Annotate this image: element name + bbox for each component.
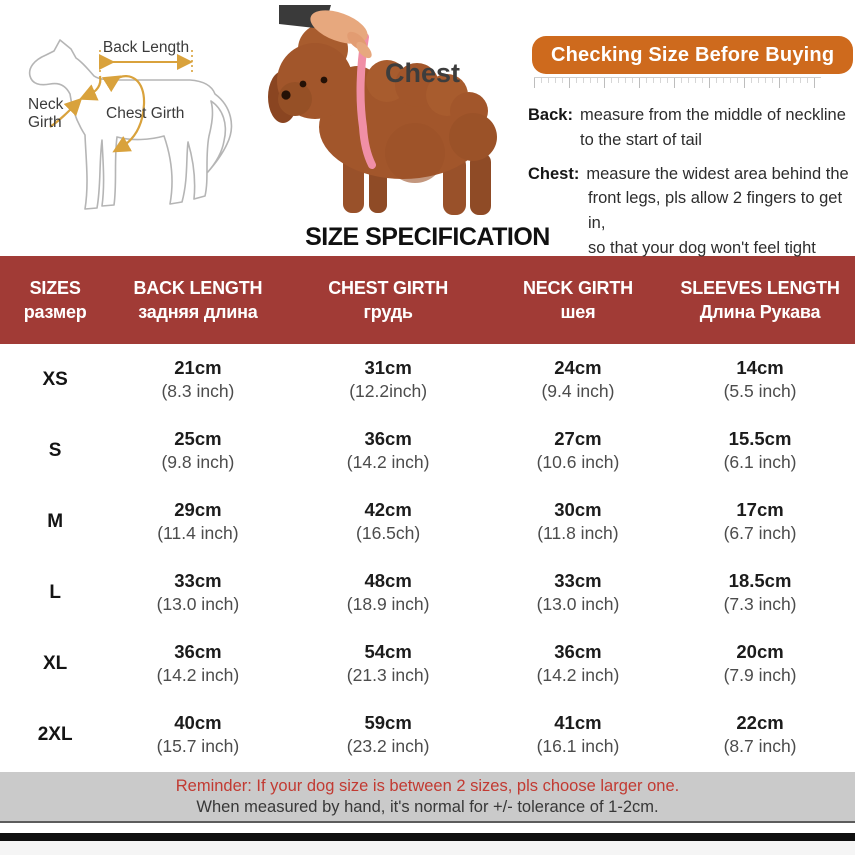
chest-instruction-line3: so that your dog won't feel tight <box>588 238 816 257</box>
table-cell <box>286 427 491 475</box>
table-header-row <box>0 256 855 344</box>
measurement-cm: 18.5cm <box>728 569 792 591</box>
table-cell <box>491 427 665 475</box>
poodle-measuring-photo <box>265 5 510 221</box>
measurement-inch: (14.2 inch) <box>346 451 430 472</box>
measurement-inch: (23.2 inch) <box>346 735 430 756</box>
header-sizes-en: SIZES <box>29 277 81 298</box>
spacer <box>0 823 855 833</box>
table-cell <box>491 356 665 404</box>
reminder-line1: Reminder: If your dog size is between 2 sizes, pls choose larger one. <box>175 776 680 795</box>
measurement-cm: 59cm <box>364 711 412 733</box>
measurement-inch: (13.0 inch) <box>536 593 620 614</box>
measurement-cm: 25cm <box>174 427 222 449</box>
measurement-cm: 24cm <box>554 356 602 378</box>
measurement-cm: 29cm <box>174 498 222 520</box>
size-label: M <box>47 510 64 532</box>
measurement-inch: (7.3 inch) <box>723 593 797 614</box>
measurement-cm: 22cm <box>736 711 784 733</box>
measurement-cm: 40cm <box>174 711 222 733</box>
measurement-inch: (14.2 inch) <box>156 664 240 685</box>
table-row-xs <box>0 344 855 415</box>
dog-measurement-diagram <box>12 14 264 224</box>
table-cell <box>286 498 491 546</box>
measurement-inch: (12.2inch) <box>349 380 428 401</box>
table-cell <box>665 427 855 475</box>
measurement-cm: 31cm <box>364 356 412 378</box>
table-row-2xl <box>0 699 855 770</box>
measurement-cm: 36cm <box>364 427 412 449</box>
reminder-banner <box>0 772 855 823</box>
back-length-label: Back Length <box>102 39 190 56</box>
header-neck-girth-en: NECK GIRTH <box>522 277 633 298</box>
size-label: L <box>49 581 61 603</box>
table-cell <box>665 640 855 688</box>
size-label: XS <box>42 368 68 390</box>
chest-term: Chest: <box>528 164 580 183</box>
table-row-m <box>0 486 855 557</box>
measurement-inch: (16.1 inch) <box>536 735 620 756</box>
measuring-instructions <box>520 103 855 261</box>
measurement-inch: (11.8 inch) <box>537 522 619 543</box>
measuring-guide <box>520 36 855 261</box>
table-cell <box>491 569 665 617</box>
measurement-inch: (9.8 inch) <box>161 451 235 472</box>
measurement-cm: 33cm <box>554 569 602 591</box>
table-cell <box>110 711 285 759</box>
table-cell <box>286 356 491 404</box>
measurement-inch: (15.7 inch) <box>156 735 240 756</box>
table-row-l <box>0 557 855 628</box>
table-cell <box>286 569 491 617</box>
measurement-inch: (11.4 inch) <box>157 522 239 543</box>
measurement-inch: (5.5 inch) <box>723 380 797 401</box>
header-neck-girth <box>491 276 665 325</box>
table-cell <box>110 498 285 546</box>
measurement-cm: 17cm <box>736 498 784 520</box>
measurement-cm: 36cm <box>174 640 222 662</box>
chest-photo-label: Chest <box>385 58 461 88</box>
measurement-cm: 15.5cm <box>728 427 792 449</box>
table-cell <box>110 356 285 404</box>
header-back-length <box>110 276 285 325</box>
header-sizes <box>0 276 110 325</box>
measurement-inch: (21.3 inch) <box>346 664 430 685</box>
header-sleeves-length-en: SLEEVES LENGTH <box>680 277 840 298</box>
header-chest-girth-en: CHEST GIRTH <box>328 277 449 298</box>
header-sleeves-length <box>665 276 855 325</box>
ruler-graphic <box>534 77 821 90</box>
table-cell <box>286 711 491 759</box>
header-chest-girth-ru: грудь <box>363 302 413 322</box>
back-instruction-line2: to the start of tail <box>580 130 702 149</box>
back-term: Back: <box>528 106 573 124</box>
measurement-cm: 21cm <box>174 356 222 378</box>
measurement-inch: (14.2 inch) <box>536 664 620 685</box>
back-instruction-line1: measure from the middle of neckline <box>579 106 846 124</box>
measurement-cm: 42cm <box>364 498 412 520</box>
measurement-cm: 30cm <box>554 498 602 520</box>
table-cell <box>665 711 855 759</box>
measurement-cm: 36cm <box>554 640 602 662</box>
measurement-inch: (18.9 inch) <box>346 593 430 614</box>
measurement-cm: 27cm <box>554 427 602 449</box>
table-cell <box>110 640 285 688</box>
measurement-inch: (16.5ch) <box>356 522 421 543</box>
measurement-inch: (10.6 inch) <box>536 451 620 472</box>
footer-strip <box>0 841 855 855</box>
measurement-cm: 33cm <box>174 569 222 591</box>
chest-girth-label: Chest Girth <box>106 105 185 122</box>
table-cell <box>665 569 855 617</box>
measurement-cm: 41cm <box>554 711 602 733</box>
bottom-divider-bar <box>0 833 855 841</box>
table-cell <box>286 640 491 688</box>
reminder-line2: When measured by hand, it's normal for +/- tolerance of 1-2cm. <box>196 797 659 816</box>
header-chest-girth <box>286 276 491 325</box>
table-row-s <box>0 415 855 486</box>
table-cell <box>491 498 665 546</box>
table-cell <box>110 569 285 617</box>
measurement-inch: (13.0 inch) <box>156 593 240 614</box>
chest-instruction-line1: measure the widest area behind the <box>586 164 849 183</box>
size-table <box>0 256 855 770</box>
measurement-cm: 54cm <box>364 640 412 662</box>
header-neck-girth-ru: шея <box>560 302 596 322</box>
size-label: 2XL <box>37 723 73 745</box>
measurement-inch: (8.7 inch) <box>723 735 797 756</box>
neck-girth-label-line1: Neck <box>28 96 64 113</box>
table-cell <box>491 711 665 759</box>
neck-girth-label-line2: Girth <box>28 114 62 131</box>
size-label: S <box>48 439 62 461</box>
table-cell <box>110 427 285 475</box>
measurement-cm: 14cm <box>736 356 784 378</box>
poodle-illustration <box>268 24 497 215</box>
size-label: XL <box>43 652 68 674</box>
table-cell <box>491 640 665 688</box>
table-cell <box>665 498 855 546</box>
measurement-inch: (6.7 inch) <box>723 522 797 543</box>
header-back-length-ru: задняя длина <box>138 302 258 322</box>
measurement-cm: 48cm <box>364 569 412 591</box>
header-sleeves-length-ru: Длина Рукава <box>699 302 821 322</box>
chest-instruction-line2: front legs, pls allow 2 fingers to get in, <box>588 189 843 232</box>
checking-size-banner: Checking Size Before Buying <box>532 36 853 74</box>
header-back-length-en: BACK LENGTH <box>133 277 263 298</box>
measurement-cm: 20cm <box>736 640 784 662</box>
measurement-inch: (7.9 inch) <box>723 664 797 685</box>
table-row-xl <box>0 628 855 699</box>
measurement-inch: (8.3 inch) <box>161 380 235 401</box>
header-sizes-ru: размер <box>23 302 87 322</box>
measurement-inch: (9.4 inch) <box>541 380 615 401</box>
page-title: SIZE SPECIFICATION <box>305 223 550 251</box>
table-cell <box>665 356 855 404</box>
measurement-inch: (6.1 inch) <box>723 451 797 472</box>
